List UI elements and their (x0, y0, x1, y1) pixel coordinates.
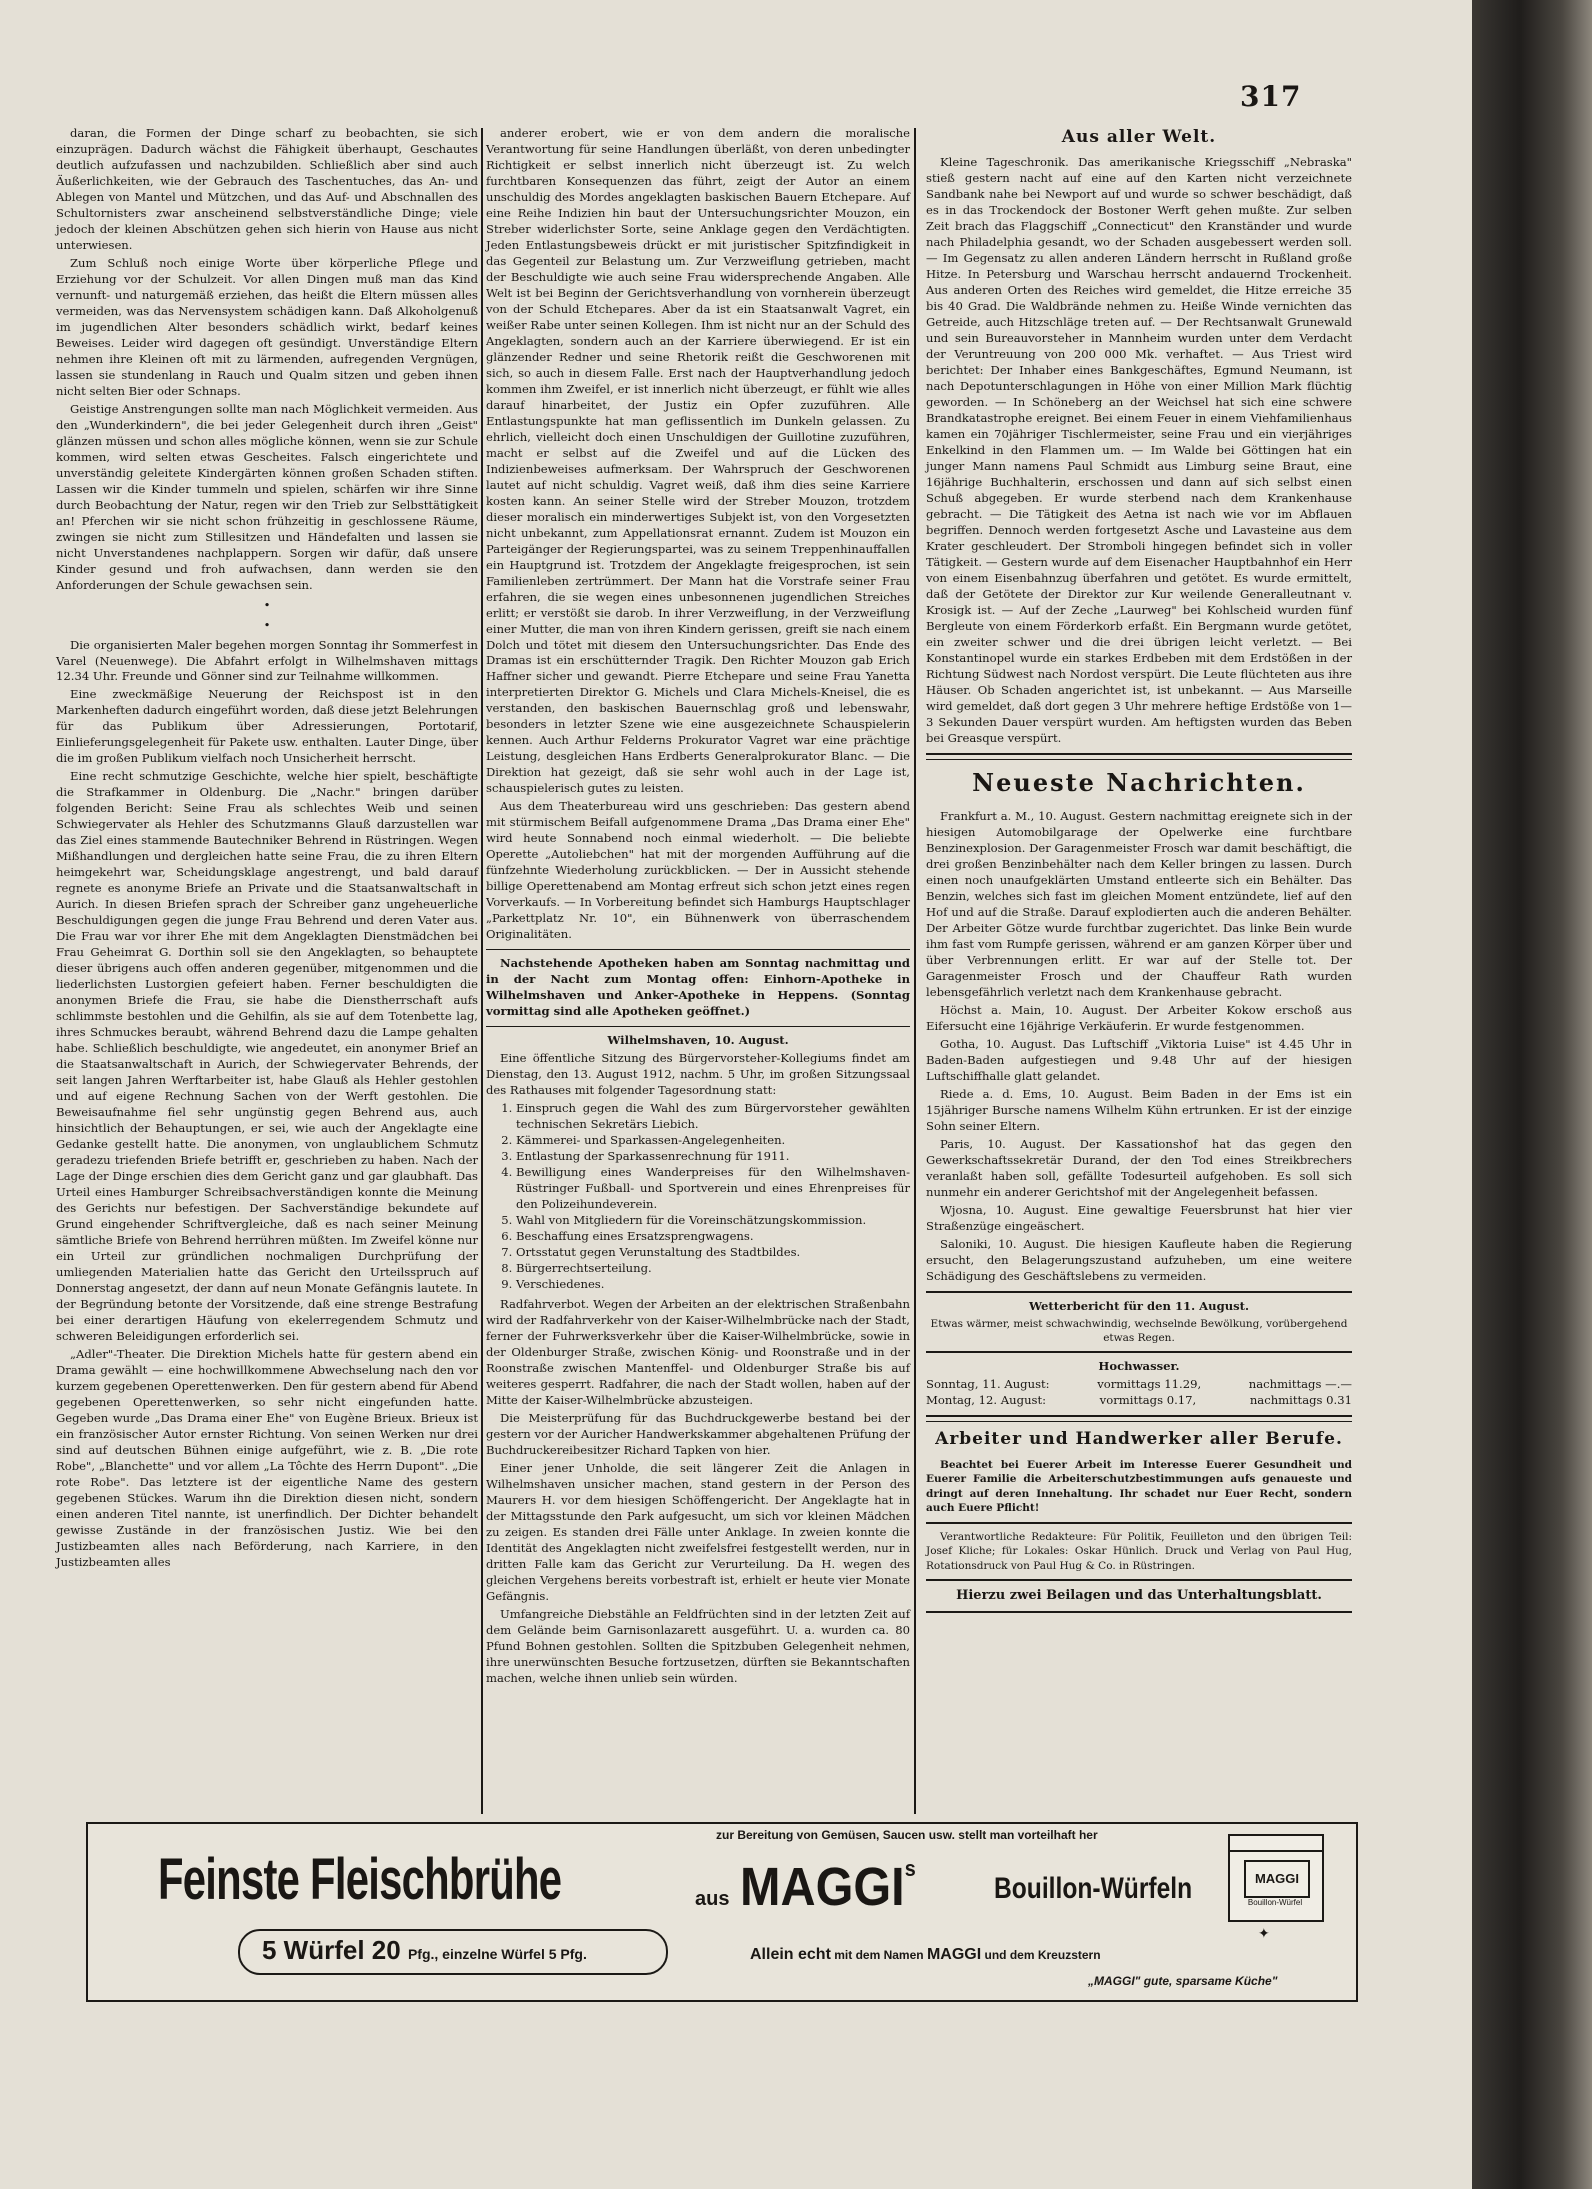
article-paragraph: Geistige Anstrengungen sollte man nach Möglichkeit vermeiden. Aus den „Wunderkindern", die bei jeder Gelegenheit durch ihren „Geist" glänzen müssen und schon alles mögliche können, wenn sie zur Schule kommen, wird selten etwas Gescheites. Falsch eingerichtete und unverständig geleitete Kindergärten können großen Schaden stiften. Lassen wir die Kinder tummeln und spielen, schärfen wir ihre Sinne durch Beobachtung der Natur, regen wir den Trieb zur Selbsttätigkeit an! Pferchen wir sie nicht schon frühzeitig in geschlossene Räume, zwingen sie nicht zum Stillesitzen und Händefalten und lassen sie nicht Unverstandenes nachplappern. Sorgen wir dafür, daß unsere Kinder gesund und froh aufwachsen, dann werden sie den Anforderungen der Schule gewachsen sein. (56, 401, 478, 592)
welt-chronik: Kleine Tageschronik. Das amerikanische Kriegsschiff „Nebraska" stieß gestern nacht auf eine auf den Karten nicht verzeichnete Sandbank nahe bei Newport auf und wurde so schwer beschädigt, daß es in das Trockendock der Bostoner Werft gehen mußte. Zur selben Zeit brach das Flaggschiff „Connecticut" den Kranständer und wurde nach Philadelphia gesandt, wo der Schaden ausgebessert werden soll. — Im Gegensatz zu allen anderen Ländern herrscht in Rußland große Hitze. In Petersburg und Warschau herrscht andauernd Trockenheit. Aus anderen Orten des Reiches wird gemeldet, die Hitze erreiche 35 bis 40 Grad. Die Waldbrände nehmen zu. Heiße Winde vernichten das Getreide, auch Hitzschläge treten auf. — Der Rechtsanwalt Grunewald und sein Bureauvorsteher in Mannheim wurden unter dem Verdacht der Veruntreuung von 200 000 Mk. verhaftet. — Aus Triest wird berichtet: Der Inhaber eines Bankgeschäftes, Egmund Neumann, ist nach Depotunterschlagungen in Höhe von einer Million Mark flüchtig geworden. — In Schöneberg an der Weichsel hat sich eine schwere Brandkatastrophe ereignet. Bei einem Feuer in einem Viehfamilienhaus kamen ein 70jähriger Tischlermeister, seine Frau und ein vierjähriges Enkelkind in den Flammen um. — Im Walde bei Göttingen hat ein junger Mann namens Paul Schmidt aus Limburg seine Braut, eine 16jährige Buchhalterin, erschossen und dann auf sich selbst einen Schuß abgegeben. Er wurde sterbend nach dem Krankenhause gebracht. — Die Tätigkeit des Aetna ist nach wie vor im Abflauen begriffen. Dennoch werden fortgesetzt Asche und Lavasteine aus dem Krater geschleudert. Der Stromboli hingegen befindet sich in voller Tätigkeit. — Gestern wurde auf dem Eisenacher Hauptbahnhof ein Herr von einem Eisenbahnzug überfahren und getötet. Es wurde ermittelt, daß der Getötete der Direktor zur Kur weilende Generalleutnant v. Krosigk ist. — Auf der Zeche „Laurweg" bei Kohlscheid wurden fünf Bergleute von einem Förderkorb erfaßt. Ein Bergmann wurde getötet, ein zweiter schwer und die drei übrigen leicht verletzt. — Bei Konstantinopel wurde ein starkes Erdbeben mit dem Erdstößen in der Richtung Südwest nach Nordost verspürt. Die Leute flüchteten aus ihre Häuser. Ob Schaden angerichtet ist, ist unbekannt. — Aus Marseille wird gemeldet, daß dort gegen 3 Uhr mehrere heftige Erdstöße von 1—3 Sekunden Dauer verspürt wurden. Am heftigsten wurden das Beben bei Greasque verspürt. (926, 155, 1352, 745)
agenda-item: 3. Entlastung der Sparkassenrechnung für 1911. (516, 1149, 910, 1165)
news-item: Paris, 10. August. Der Kassationshof hat das gegen den Gewerkschaftssekretär Durand, der den Tod eines Streikbrechers veranlaßt haben soll, gefällte Todesurteil aufgehoben. Es soll sich nunmehr ein anderer Gerichtshof mit der Angelegenheit befassen. (926, 1136, 1352, 1199)
ad-aus: aus (695, 1888, 730, 1910)
news-item-reichspost: Eine zweckmäßige Neuerung der Reichspost ist in den Markenheften dadurch eingeführt worden, daß diese jetzt Belehrungen für das Publikum über Adressierungen, Portotarif, Einlieferungsgelegenheit für Pakete usw. enthalten. Lauter Dinge, über die im großen Publikum vielfach noch Unsicherheit herrscht. (56, 687, 478, 766)
kreuzstern-icon: ✦ (1258, 1926, 1270, 1942)
agenda-item: 5. Wahl von Mitgliedern für die Voreinschätzungskommission. (516, 1213, 910, 1229)
agenda-item: 6. Beschaffung eines Ersatzsprengwagens. (516, 1229, 910, 1245)
unholde: Einer jener Unholde, die seit längerer Zeit die Anlagen in Wilhelmshaven unsicher machen, stand gestern in der Person des Maurers H. vor dem hiesigen Schöffengericht. Der Angeklagte hat in der Mittagsstunde den Park aufgesucht, um sich vor kleinen Mädchen zu zeigen. Es standen drei Fälle unter Anklage. In zweien konnte die Identität des Angeklagten nicht zweifelsfrei festgestellt werden, nur in dritten Falle kam das Gericht zur Verurteilung. Da H. wegen des gleichen Vergehens bereits vorbestraft ist, erhielt er heute vier Monate Gefängnis. (486, 1460, 910, 1603)
ad-brand-name: MAGGI (740, 1857, 905, 1917)
divider (926, 753, 1352, 760)
ad-price (262, 1935, 587, 1966)
article-paragraph: Zum Schluß noch einige Worte über körperliche Pflege und Erziehung vor der Schulzeit. Vor allen Dingen muß man das Kind vernunft- und naturgemäß erziehen, das heißt die Eltern müssen alles vermeiden, was das Nervensystem schädigen kann. Daß Alkoholgenuß im jugendlichen Alter besonders schädlich wirkt, bedarf keines Beweises. Leider wird dagegen oft gesündigt. Unverständige Eltern nehmen ihre Kleinen oft mit zu lärmenden, aufregenden Vergnügen, lassen sie stundenlang in Rauch und Qualm sitzen und geben ihnen nicht selten Bier oder Schnaps. (56, 255, 478, 398)
ad-price-big: 5 Würfel 20 (262, 1935, 401, 1965)
agenda-list (486, 1101, 910, 1293)
ad-brand-suffix: s (904, 1856, 916, 1881)
dateline: Wilhelmshaven, 10. August. (607, 1033, 789, 1048)
divider (926, 1415, 1352, 1422)
ad-price-box (238, 1929, 668, 1975)
apotheken-notice: Nachstehende Apotheken haben am Sonntag nachmittag und in der Nacht zum Montag offen: Einhorn-Apotheke in Wilhelmshaven und Anker-Apotheke in Heppens. (Sonntag vormittag sind alle Apotheken geöffnet.) (486, 956, 910, 1019)
news-item-theater: „Adler"-Theater. Die Direktion Michels hatte für gestern abend ein Drama gewählt — eine hochwillkommene Abwechselung nach den vor kurzem gegebenen Operettenwerken. Den für gestern abend für Abend gegebenen Operettenwerken, so sehr nicht eingefunden hatte. Gegeben wurde „Das Drama einer Ehe" von Eugène Brieux. Brieux ist ein französischer Autor ernster Richtung. Von seinen Werken nur drei sind auf deutschen Bühnen einige aufgeführt, wie z. B. „Die rote Robe", „Blanchette" und vor allem „La Tôchte des Herrn Dupont". „Die rote Robe". Das letztere ist der eigentliche Name des gestern gegebenen Stückes. Warum ihn die Direktion diesen nicht, sondern einen anderen Titel nannte, ist unerfindlich. Der Dichter behandelt gewisse Zustände in der französischen Justiz. Wie bei den Justizbeamten alles nach Beförderung, nach Karriere, in den Justizbeamten alles (56, 1346, 478, 1569)
divider (926, 1522, 1352, 1524)
arbeiter-text: Beachtet bei Euerer Arbeit im Interesse Euerer Gesundheit und Euerer Familie die Arbeiterschutzbestimmungen aufs genaueste und dringt auf deren Innehaltung. Ihr schadet nur Euer Recht, sondern auch Euere Pflicht! (926, 1458, 1352, 1515)
news-item: Frankfurt a. M., 10. August. Gestern nachmittag ereignete sich in der hiesigen Automobilgarage der Opelwerke eine furchtbare Benzinexplosion. Der Garagenmeister Frosch war damit beschäftigt, die drei großen Benzinbehälter nach dem Keller bringen zu lassen. Durch einen noch unaufgeklärten Umstand entleerte sich ein Behälter. Das Benzin, welches sich fast im gleichen Moment entzündete, lief auf den Hof und auf die Straße. Darauf explodierten auch die anderen Behälter. Der Arbeiter Götze wurde furchtbar zugerichtet. Das linke Bein wurde ihm fast vom Rumpfe gerissen, während er am ganzen Körper über und über Verbrennungen erlitt. Er war auf der Stelle tot. Der Garagenmeister Frosch und der Chauffeur Rath wurden lebensgefährlich verletzt nach dem Krankenhause gebracht. (926, 808, 1352, 999)
wetter-title: Wetterbericht für den 11. August. (1028, 1298, 1250, 1313)
section-title-arbeiter: Arbeiter und Handwerker aller Berufe. (935, 1429, 1343, 1450)
news-item-geschichte: Eine recht schmutzige Geschichte, welche hier spielt, beschäftigte die Strafkammer in Oldenburg. Die „Nachr." bringen darüber folgenden Bericht: Seine Frau als schlechtes Weib und seinen Schwiegervater als Hehler des Schutzmanns Glauß darzustellen war das Ziel eines stammende Bautechniker Behrend in Rüstringen. Wegen Mißhandlungen und dergleichen hatte seine Frau, die zu ihren Eltern heimgekehrt war, Scheidungsklage angestrengt, und bald darauf regnete es anonyme Briefe an Private und die Staatsanwaltschaft in Aurich. In diesen Briefen sprach der Schreiber ganz ungeheuerliche Beschuldigungen gegen die junge Frau Behrend und deren Vater aus. Die Frau war vor ihrer Ehe mit dem Angeklagten Dienstmädchen bei Frau Geheimrat G. Dorthin soll sie den Angeklagten, so behauptete dieser übrigens auch offen anderen gegenüber, mitgenommen und die liederlichsten Lustorgien gefeiert haben. Ferner beschuldigten die anonymen Briefe die Frau, sie habe die Dienstherrschaft aufs schlimmste bestohlen und die Gehilfin, als sie auf dem Totenbette lag, ihres Schmuckes beraubt, während Behrend dazu die Lampe gehalten habe. Schließlich beschuldigte, wie angedeutet, ein anonymer Brief an die Staatsanwaltschaft in Aurich, der Schwiegervater Behrends, der seit langen Jahren Werftarbeiter ist, habe Glauß als Hehler gestohlen und auf eigene Rechnung Sachen von der Werft gestohlen. Die Beweisaufnahme fiel sehr ungünstig gegen Behrend aus, auch hinsichtlich der Behauptungen, er sei, wie auch der Angeklagte eine Gedanke gestellt hatte. Die anonymen, von unglaublichem Schmutz geradezu triefenden Briefe betrifft er, geschrieben zu haben. Nach der Lage der Dinge erschien dies dem Gericht ganz und gar glaubhaft. Das Urteil eines Hamburger Schreibsachverständigen konnte die Meinung des Gerichts nur befestigen. Der Sachverständige bekundete auf Grund eingehender Schriftvergleiche, daß es nach seiner Meinung sämtliche Briefe von Behrend herrühren müßten. Im Zweifel könne nur ein Urteil zur gründlichen nochmaligen Durchprüfung der umliegenden Materialien hatte das Gericht den Urteilsspruch auf Donnerstag angesetzt, der dann auf neun Monate Gefängnis lautete. In der Begründung betonte der Vorsitzende, daß eine strenge Bestrafung bei einer derartigen Häufung von ekelerregendem Schmutz und schweren Beleidigungen erforderlich sei. (56, 769, 478, 1343)
agenda-item: 2. Kämmerei- und Sparkassen-Angelegenheiten. (516, 1133, 910, 1149)
agenda-item: 7. Ortsstatut gegen Verunstaltung des Stadtbildes. (516, 1245, 910, 1261)
hochwasser-vm: vormittags 11.29, (1097, 1377, 1202, 1392)
hochwasser-vm: vormittags 0.17, (1099, 1393, 1197, 1408)
divider (486, 1026, 910, 1027)
right-column (926, 126, 1352, 1802)
beilagen-note: Hierzu zwei Beilagen und das Unterhaltungsblatt. (956, 1588, 1322, 1604)
column-divider-left (481, 128, 483, 1814)
agenda-item: 4. Bewilligung eines Wanderpreises für den Wilhelmshaven-Rüstringer Fußball- und Sportverein und eines Ehrenpreises für den Polizeihundeverein. (516, 1165, 910, 1213)
section-title-aus-aller-welt: Aus aller Welt. (1061, 127, 1217, 147)
cube-label: MAGGI (1244, 1860, 1310, 1898)
agenda-item: 1. Einspruch gegen die Wahl des zum Bürgervorsteher gewählten technischen Sekretärs Liebich. (516, 1101, 910, 1133)
ad-allein-end: und dem Kreuzstern (984, 1948, 1101, 1962)
ad-product: Bouillon-Würfeln (994, 1872, 1193, 1905)
ad-allein-echt (750, 1946, 1101, 1964)
ad-headline: Feinste Fleischbrühe (158, 1847, 562, 1912)
diebstaehle: Umfangreiche Diebstähle an Feldfrüchten sind in der letzten Zeit auf dem Gelände beim Garnisonlazarett ausgeführt. U. a. wurden ca. 80 Pfund Bohnen gestohlen. Sollten die Spitzbuben Gelegenheit nehmen, ihre unerwünschten Besuche fortzusetzen, dürften sie Bekanntschaften machen, welche ihnen unlieb sein würden. (486, 1606, 910, 1685)
divider (926, 1611, 1352, 1613)
hochwasser-title: Hochwasser. (1098, 1359, 1180, 1374)
meisterpruefung: Die Meisterprüfung für das Buchdruckgewerbe bestand bei der gestern vor der Auricher Handwerkskammer abgehaltenen Prüfung der Buchdruckereibesitzer Richard Tapken von hier. (486, 1410, 910, 1457)
hochwasser-row (926, 1377, 1352, 1393)
divider (486, 949, 910, 950)
cube-top (1230, 1836, 1322, 1852)
ad-slogan: „MAGGI" gute, sparsame Küche" (1088, 1974, 1278, 1988)
cube-small-text: Bouillon-Würfel (1247, 1898, 1303, 1907)
impressum: Verantwortliche Redakteure: Für Politik, Feuilleton und den übrigen Teil: Josef Kliche; für Lokales: Oskar Hünlich. Druck und Verlag von Paul Hug, Rotationsdruck von Paul Hug & Co. in Rüstringen. (926, 1530, 1352, 1572)
ad-brand (740, 1856, 916, 1918)
ad-allein-rest: mit dem Namen (834, 1948, 924, 1962)
ad-price-small: Pfg., einzelne Würfel 5 Pfg. (407, 1946, 587, 1962)
wetter-text: Etwas wärmer, meist schwachwindig, wechselnde Bewölkung, vorübergehend etwas Regen. (930, 1317, 1348, 1344)
sitzung-intro: Eine öffentliche Sitzung des Bürgervorsteher-Kollegiums findet am Dienstag, den 13. August 1912, nachm. 5 Uhr, im großen Sitzungssaal des Rathauses mit folgender Tagesordnung statt: (486, 1051, 910, 1098)
column-divider-right (914, 128, 916, 1814)
news-item: Gotha, 10. August. Das Luftschiff „Viktoria Luise" ist 4.45 Uhr in Baden-Baden aufgestiegen und 9.48 Uhr auf der hiesigen Luftschiffhalle glatt gelandet. (926, 1036, 1352, 1083)
agenda-item: 9. Verschiedenes. (516, 1277, 910, 1293)
separator-star: • (263, 597, 271, 612)
maggi-advertisement (86, 1822, 1358, 2002)
page-number: 317 (1240, 80, 1302, 113)
left-column (56, 126, 478, 1792)
hochwasser-day: Sonntag, 11. August: (926, 1377, 1050, 1392)
divider (926, 1579, 1352, 1581)
ad-allein-brand: MAGGI (926, 1946, 982, 1963)
hochwasser-nm: nachmittags 0.31 (1249, 1393, 1352, 1408)
divider (926, 1351, 1352, 1353)
bouillon-cube-illustration (1228, 1834, 1324, 1922)
hochwasser-nm: nachmittags —.— (1248, 1377, 1352, 1392)
ad-allein-bold: Allein echt (750, 1946, 831, 1963)
hochwasser-row (926, 1393, 1352, 1409)
article-paragraph: daran, die Formen der Dinge scharf zu beobachten, sie sich einzuprägen. Dadurch wächst die Fähigkeit überhaupt, Geschautes deutlich aufzufassen und nachzubilden. Schließlich aber sind auch Äußerlichkeiten, wie der Gebrauch des Taschentuches, das An- und Ablegen von Mantel und Mützchen, und das Auf- und Abschnallen des Schultornisters zwar anscheinend selbstverständliche Dinge; viele jedoch der kleinen Abschützen gehen sich hierin von Hause aus nicht unterwiesen. (56, 126, 478, 252)
divider (926, 1291, 1352, 1293)
ad-top-line: zur Bereitung von Gemüsen, Saucen usw. stellt man vorteilhaft her (716, 1828, 1098, 1842)
theater-review: anderer erobert, wie er von dem andern die moralische Verantwortung für seine Handlungen überläßt, von deren unbedingter Richtigkeit er selbst innerlich nicht überzeugt ist. Zu welch furchtbaren Konsequenzen das führt, zeigt der Autor an einem unschuldig des Mordes angeklagten baskischen Bauern Etchepare. Auf eine Reihe Indizien hin baut der Untersuchungsrichter Mouzon, ein Streber widerlichster Sorte, seine Anklage gegen den Verdächtigten. Jeden Entlastungsbeweis drückt er mit juristischer Spitzfindigkeit in das Gegenteil zur Belastung um. Zur Verzweiflung getrieben, macht der Beschuldigte wie auch seine Frau widersprechende Angaben. Alle Welt ist bei Beginn der Gerichtsverhandlung von vornherein überzeugt von der Schuld Etchepares. Aber da ist ein Staatsanwalt Vagret, ein weißer Rabe unter seinen Kollegen. Ihm ist nicht nur an der Schuld des Angeklagten, sondern auch an der Karriere überwiegend. Er ist ein glänzender Redner und seine Rhetorik reißt die Geschworenen mit sich, so auch in diesem Falle. Erst nach der Hauptverhandlung jedoch kommen ihm Zweifel, er ist innerlich nicht überzeugt, er fühlt wie alles darauf hinarbeitet, der Justiz ein Opfer zuzuführen. Alle Entlastungspunkte hat man geflissentlich im Dunkeln gelassen. Zu ehrlich, vielleicht doch einen Unschuldigen der Guillotine zuzuführen, macht er selbst auf die Zweifel und auf die Lücken des Indizienbeweises aufmerksam. Der Wahrspruch der Geschworenen lautet auf nicht schuldig. Vagret weiß, daß ihm dies seine Karriere kosten kann. An seiner Stelle wird der Streber Mouzon, trotzdem dieser moralisch ein minderwertiges Subjekt ist, von den Vorgesetzten nicht unbekannt, zum Appellationsrat ernannt. Zudem ist Mouzon ein Parteigänger der Regierungspartei, was zu seinem Treppenhinauffallen ein Hauptgrund ist. Trotzdem der Angeklagte freigesprochen, ist sein Familienleben zertrümmert. Der Mann hat die Vorstrafe seiner Frau erfahren, die sie wegen eines unbesonnenen jugendlichen Streiches erlitt; er verstößt sie darob. In ihrer Verzweiflung, in der Verzweiflung einer Mutter, die man von ihren Kindern gerissen, greift sie nach einem Dolch und tötet mit diesem den Untersuchungsrichter. Das Ende des Dramas ist ein erschütternder Tragik. Den Richter Mouzon gab Erich Haffner sicher und gewandt. Pierre Etchepare und seine Frau Yanetta interpretierten Direktor G. Michels und Clara Michels-Kneisel, die es verstanden, den baskischen Bauernschlag groß und lebenswahr, besonders in letzter Szene wie eine ausgezeichnete Schauspielerin kennen. Auch Arthur Felderns Prokurator Vagret war eine prächtige Leistung, desgleichen Hans Erdberts Generalprokurator Blanc. — Die Direktion hat gezeigt, daß sie sehr wohl auch in der Lage ist, schauspielerisch gutes zu leisten. (486, 126, 910, 796)
theater-notice: Aus dem Theaterbureau wird uns geschrieben: Das gestern abend mit stürmischem Beifall aufgenommene Drama „Das Drama einer Ehe" wird heute Sonnabend noch einmal wiederholt. — Die beliebte Operette „Autoliebchen" hat mit der morgenden Aufführung auf die fünfzehnte Wiederholung zurückblicken. — Der in Aussicht stehende billige Operettenabend am Montag erfreut sich schon jetzt eines regen Vorverkaufs. — In Vorbereitung befindet sich Hamburgs Hauptschlager „Parkettplatz Nr. 10", ein Bühnenwerk von überraschendem Originalitäten. (486, 799, 910, 942)
news-item: Wjosna, 10. August. Eine gewaltige Feuersbrunst hat hier vier Straßenzüge eingeäschert. (926, 1202, 1352, 1233)
section-title-neueste-nachrichten: Neueste Nachrichten. (972, 767, 1306, 797)
radfahrverbot: Radfahrverbot. Wegen der Arbeiten an der elektrischen Straßenbahn wird der Radfahrverkehr von der Kaiser-Wilhelmbrücke nach der Stadt, ferner der Fuhrwerksverkehr über die Kaiser-Wilhelmbrücke, sowie in der Oldenburger Straße, zwischen König- und Roonstraße und in der Roonstraße zwischen Mantenffel- und Oldenburger Straße bis auf weiteres gesperrt. Radfahrer, die nach der Stadt wollen, haben auf der Mitte der Kaiser-Wilhelmbrücke abzusteigen. (486, 1296, 910, 1407)
agenda-item: 8. Bürgerrechtserteilung. (516, 1261, 910, 1277)
news-item: Riede a. d. Ems, 10. August. Beim Baden in der Ems ist ein 15jähriger Bursche namens Wilhelm Kühn ertrunken. Er ist der einzige Sohn seiner Eltern. (926, 1086, 1352, 1133)
news-item: Saloniki, 10. August. Die hiesigen Kaufleute haben die Regierung ersucht, den Belagerungszustand aufzuheben, um eine weitere Schädigung des Geschäftslebens zu vermeiden. (926, 1236, 1352, 1283)
news-item: Höchst a. Main, 10. August. Der Arbeiter Kokow erschoß aus Eifersucht eine 16jährige Verkäuferin. Er wurde festgenommen. (926, 1002, 1352, 1033)
book-binding-edge (1472, 0, 1592, 2189)
hochwasser-day: Montag, 12. August: (926, 1393, 1047, 1408)
news-item-maler: Die organisierten Maler begehen morgen Sonntag ihr Sommerfest in Varel (Neuenwege). Die Abfahrt erfolgt in Wilhelmshaven mittags 12.34 Uhr. Freunde und Gönner sind zur Teilnahme willkommen. (56, 637, 478, 684)
separator-star: • (263, 617, 271, 632)
middle-column (486, 126, 910, 1685)
